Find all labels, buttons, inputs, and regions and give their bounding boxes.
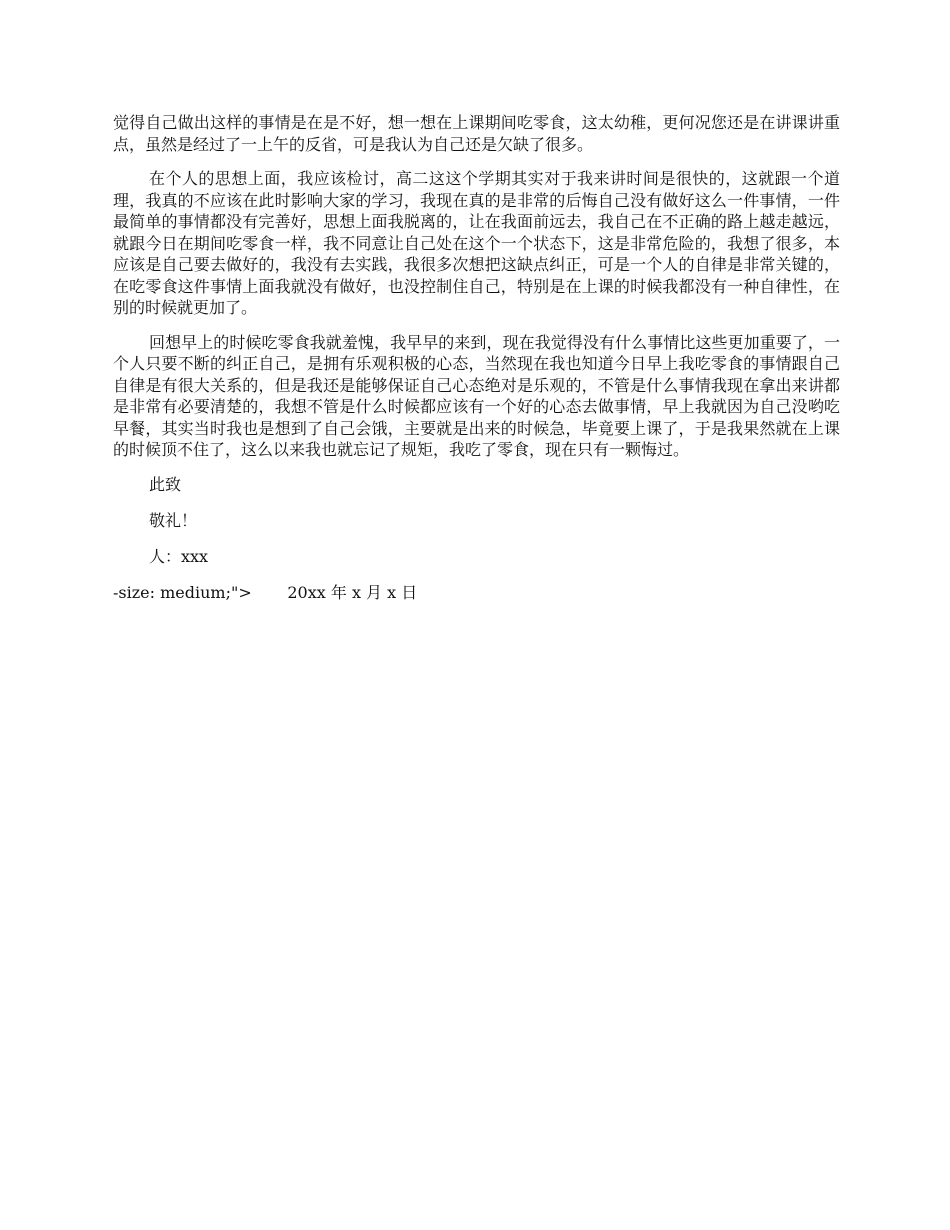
- closing-regards: 敬礼！: [149, 510, 198, 530]
- letter-body: [113, 112, 840, 604]
- paragraph-2: 在个人的思想上面，我应该检讨，高二这这个学期其实对于我来讲时间是很快的，这就跟一个道理，我真的不应该在此时影响大家的学习，我现在真的是非常的后悔自己没有做好这么一件事情，一件最简单的事情都没有完善好，思想上面我脱离的，让在我面前远去，我自己在不正确的路上越走越远，就跟今日在期间吃零食一样，我不同意让自己处在这个一个状态下，这是非常危险的，我想了很多，本应该是自己要去做好的，我没有去实践，我很多次想把这缺点纠正，可是一个人的自律是非常关键的，在吃零食这件事情上面我就没有做好，也没控制住自己，特别是在上课的时候我都没有一种自律性，在别的时候就更加了。: [113, 169, 840, 317]
- stray-markup-text: -size: medium;">: [113, 582, 252, 602]
- letter-date: 20xx 年 x 月 x 日: [287, 582, 418, 602]
- paragraph-3: 回想早上的时候吃零食我就羞愧，我早早的来到，现在我觉得没有什么事情比这些更加重要了，一个人只要不断的纠正自己，是拥有乐观积极的心态，当然现在我也知道今日早上我吃零食的事情跟自己自律是有很大关系的，但是我还是能够保证自己心态绝对是乐观的，不管是什么事情我现在拿出来讲都是非常有必要清楚的，我想不管是什么时候都应该有一个好的心态去做事情，早上我就因为自己没哟吃早餐，其实当时我也是想到了自己会饿，主要就是出来的时候急，毕竟要上课了，于是我果然就在上课的时候顶不住了，这么以来我也就忘记了规矩，我吃了零食，现在只有一颗悔过。: [113, 332, 840, 459]
- date-line: [113, 582, 840, 604]
- paragraph-1: 觉得自己做出这样的事情是在是不好，想一想在上课期间吃零食，这太幼稚，更何况您还是在讲课讲重点，虽然是经过了一上午的反省，可是我认为自己还是欠缺了很多。: [113, 113, 840, 154]
- signature-line: 人：xxx: [149, 546, 209, 566]
- closing-salutation: 此致: [149, 474, 182, 494]
